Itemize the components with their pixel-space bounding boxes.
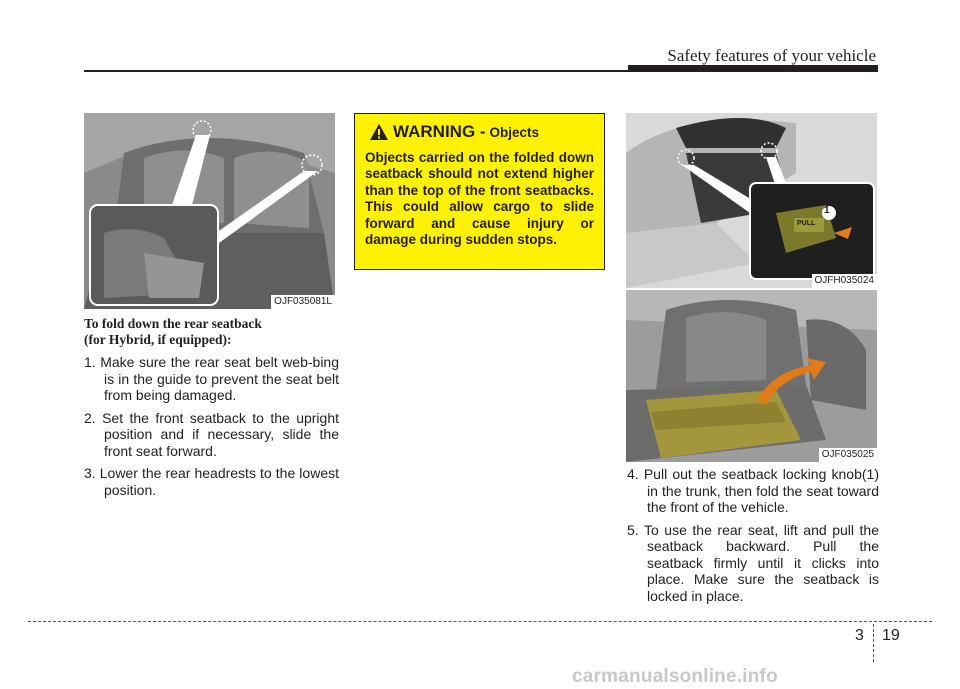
lever-label: PULL xyxy=(797,220,816,227)
figure-code: OJFH035024 xyxy=(812,274,877,288)
figure-code: OJF035081L xyxy=(271,295,335,309)
step-3: 3. Lower the rear headrests to the lowest position. xyxy=(84,465,339,498)
warning-text: Objects carried on the folded down seatback should not extend higher than the top of the front seatbacks. This could allow cargo to slide forward and cause injury or damage during sudden stops. xyxy=(365,150,594,248)
chapter-number: 3 xyxy=(855,627,864,644)
warning-header xyxy=(369,122,594,142)
section-heading-line2: (for Hybrid, if equipped): xyxy=(84,332,232,347)
figure-code: OJF035025 xyxy=(819,448,877,462)
left-column xyxy=(84,316,339,504)
page-number-divider xyxy=(873,624,874,662)
watermark: carmanualsonline.info xyxy=(572,666,778,687)
section-heading-line1: To fold down the rear seatback xyxy=(84,316,262,331)
right-column xyxy=(627,466,879,610)
step-4: 4. Pull out the seatback locking knob(1) in the trunk, then fold the seat toward the front of the vehicle. xyxy=(627,466,879,515)
section-heading xyxy=(84,316,339,348)
warning-triangle-icon xyxy=(369,123,389,141)
callout-number: 1 xyxy=(824,205,830,216)
page-number: 19 xyxy=(882,627,900,644)
rear-seat-belt-guide-photo xyxy=(84,113,335,309)
warning-label: WARNING - xyxy=(393,122,486,141)
footer-rule xyxy=(28,621,932,622)
trunk-locking-knob-photo xyxy=(626,113,877,288)
header-title: Safety features of your vehicle xyxy=(667,46,876,65)
header-rule-accent xyxy=(628,65,878,72)
step-5: 5. To use the rear seat, lift and pull the seatback backward. Pull the seatback firmly until it clicks into place. Make sure the seatback is locked in place. xyxy=(627,521,879,604)
step-2: 2. Set the front seatback to the upright position and if necessary, slide the front seat forward. xyxy=(84,409,339,459)
warning-subject: Objects xyxy=(489,124,540,140)
folding-seatback-photo xyxy=(626,290,877,462)
step-1: 1. Make sure the rear seat belt web-bing is in the guide to prevent the seat belt from being damaged. xyxy=(84,354,339,403)
warning-box xyxy=(354,113,605,270)
